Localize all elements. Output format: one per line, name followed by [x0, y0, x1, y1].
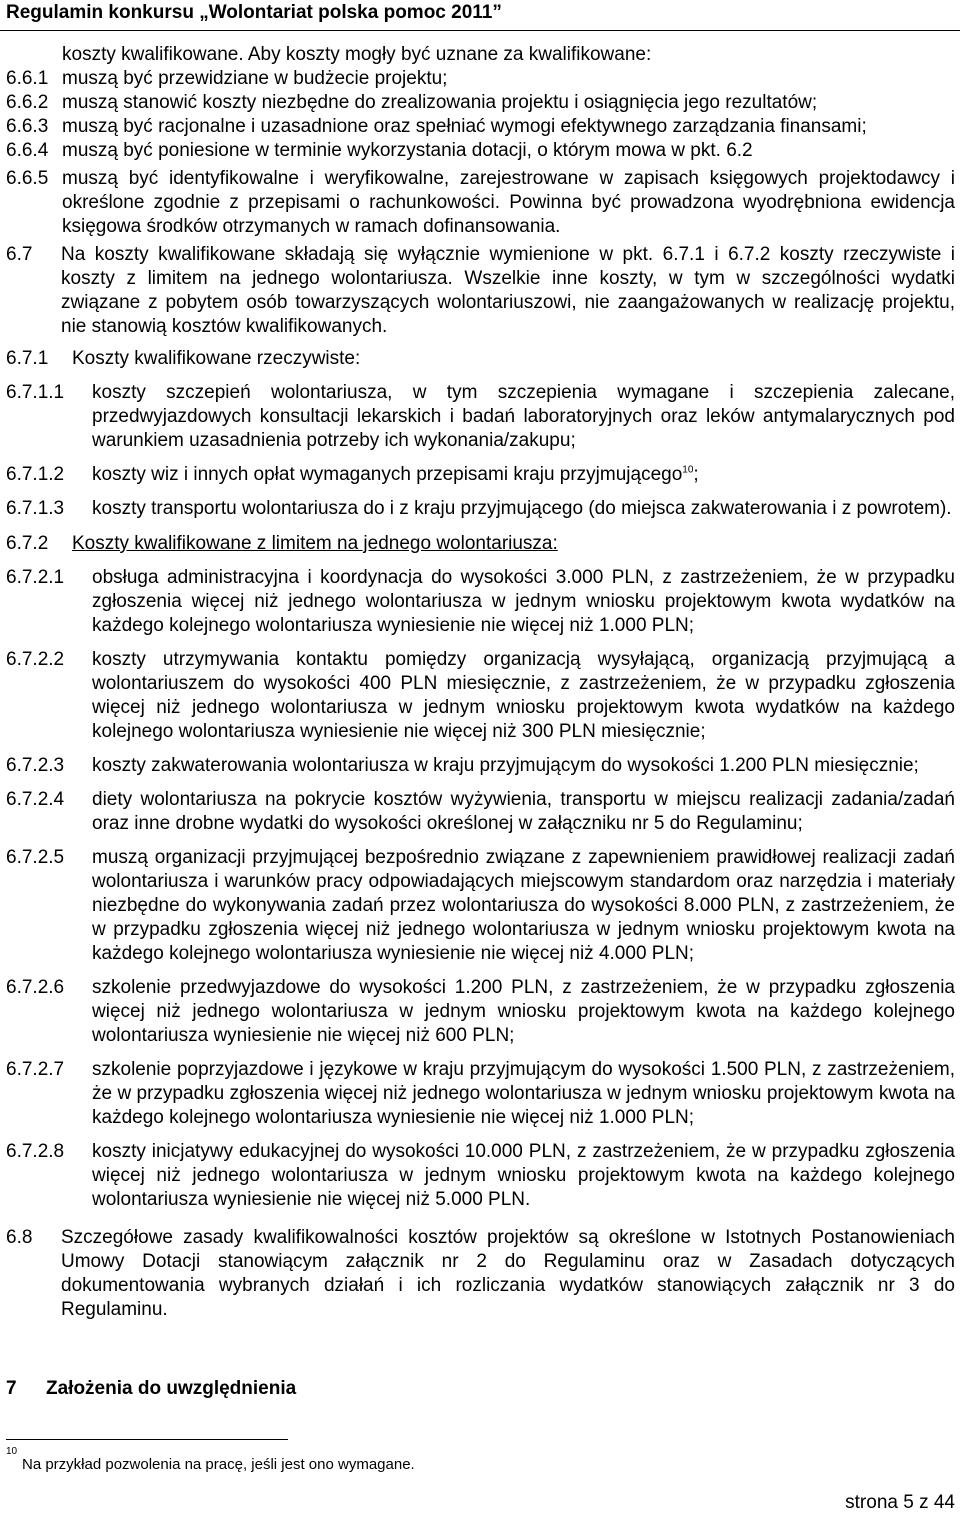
item-number: 6.7.1.3 — [6, 498, 65, 519]
item-text: koszty inicjatywy edukacyjnej do wysokości 10.000 PLN, z zastrzeżeniem, że w przypadku zgłoszenia więcej niż jednego wolontariusza w jednym wniosku projektowym kwota na każdego kolejnego wolontariusza wyniesienie nie więcej niż 5.000 PLN. — [92, 1141, 955, 1210]
list-item — [6, 532, 955, 556]
item-text: diety wolontariusza na pokrycie kosztów wyżywienia, transportu w miejscu realizacji zadania/zadań oraz inne drobne wydatki do wysokości określonej w załączniku nr 5 do Regulaminu; — [92, 789, 955, 834]
item-number: 6.7.2.3 — [6, 755, 65, 776]
list-item — [6, 754, 955, 778]
item-text: muszą organizacji przyjmującej bezpośrednio związane z zapewnieniem prawidłowej realizacji zadań wolontariusza i warunków pracy odpowiadających miejscowym standardom oraz narzędzia i materiały niezbędne do wykonywania zadań przez wolontariusza do wysokości 8.000 PLN, z zastrzeżeniem, że w przypadku zgłoszenia więcej niż jednego wolontariusza w jednym wniosku projektowym kwota na każdego kolejnego wolontariusza wyniesienie nie więcej niż 4.000 PLN; — [92, 847, 955, 964]
item-number: 6.6.5 — [6, 168, 49, 189]
item-text: muszą być identyfikowalne i weryfikowalne, zarejestrowane w zapisach księgowych projektodawcy i określone zgodnie z przepisami o rachunkowości. Powinna być prowadzona wyodrębniona ewidencja księgowa środków otrzymanych w ramach dofinansowania. — [62, 168, 955, 237]
list-item — [6, 566, 955, 638]
item-number: 6.7.1.2 — [6, 464, 65, 485]
item-text: muszą być racjonalne i uzasadnione oraz spełniać wymogi efektywnego zarządzania finansami; — [62, 116, 867, 137]
item-text: szkolenie poprzyjazdowe i językowe w kraju przyjmującym do wysokości 1.500 PLN, z zastrzeżeniem, że w przypadku zgłoszenia więcej niż jednego wolontariusza w jednym wniosku projektowym kwota na każdego kolejnego wolontariusza wyniesienie nie więcej niż 1.000 PLN; — [92, 1059, 955, 1128]
list-item — [6, 139, 955, 163]
item-number: 6.7.2.7 — [6, 1059, 65, 1080]
footnote-mark: 10 — [6, 1446, 18, 1457]
item-text: Szczegółowe zasady kwalifikowalności kosztów projektów są określone w Istotnych Postanowieniach Umowy Dotacji stanowiącym załącznik nr 2 do Regulaminu oraz w Zasadach dotyczących dokumentowania wybranych działań i ich rozliczania wydatków stanowiących załącznik nr 3 do Regulaminu. — [61, 1227, 955, 1320]
item-number: 6.7.2.4 — [6, 789, 65, 810]
footnote-reference: 10 — [682, 464, 694, 476]
list-item — [6, 788, 955, 836]
item-text: szkolenie przedwyjazdowe do wysokości 1.200 PLN, z zastrzeżeniem, że w przypadku zgłoszenia więcej niż jednego wolontariusza w jednym wniosku projektowym kwota na każdego kolejnego wolontariusza wyniesienie nie więcej niż 600 PLN; — [92, 977, 955, 1046]
item-text: obsługa administracyjna i koordynacja do wysokości 3.000 PLN, z zastrzeżeniem, że w przypadku zgłoszenia więcej niż jednego wolontariusza w jednym wniosku projektowym kwota wydatków na każdego kolejnego wolontariusza wyniesienie nie więcej niż 1.000 PLN; — [92, 567, 955, 636]
item-number: 6.7.2.5 — [6, 847, 65, 868]
item-number: 6.7.2.2 — [6, 649, 65, 670]
item-number: 6.7.2 — [6, 533, 49, 554]
list-item — [6, 976, 955, 1048]
item-number: 6.6.1 — [6, 68, 49, 89]
list-item — [6, 497, 955, 521]
footnote-text: Na przykład pozwolenia na pracę, jeśli jest ono wymagane. — [22, 1456, 415, 1473]
item-text: Koszty kwalifikowane rzeczywiste: — [72, 348, 361, 369]
item-text: koszty transportu wolontariusza do i z kraju przyjmującego (do miejsca zakwaterowania i z powrotem). — [92, 498, 952, 519]
page-number: strona 5 z 44 — [845, 1492, 955, 1513]
page-header: Regulamin konkursu „Wolontariat polska pomoc 2011” — [6, 2, 502, 23]
list-item — [6, 381, 955, 453]
item-number: 6.7.2.6 — [6, 977, 65, 998]
list-item — [6, 115, 955, 139]
list-item — [6, 167, 955, 239]
item-text: koszty kwalifikowane. Aby koszty mogły być uznane za kwalifikowane: — [62, 44, 652, 65]
item-text: Koszty kwalifikowane z limitem na jednego wolontariusza: — [72, 533, 558, 554]
item-text-tail: ; — [693, 464, 699, 485]
item-number: 6.7.1 — [6, 348, 49, 369]
item-text: muszą być przewidziane w budżecie projektu; — [62, 68, 448, 89]
list-item — [6, 67, 955, 91]
item-text: koszty utrzymywania kontaktu pomiędzy organizacją wysyłającą, organizacją przyjmującą a wolontariuszem do wysokości 400 PLN miesięcznie, z zastrzeżeniem, że w przypadku zgłoszenia więcej niż jednego wolontariusza w jednym wniosku projektowym kwota wydatków na każdego kolejnego wolontariusza wyniesienie nie więcej niż 300 PLN miesięcznie; — [92, 649, 955, 742]
document-body — [6, 43, 955, 1322]
item-number: 6.7.1.1 — [6, 382, 65, 403]
item-number: 6.6.2 — [6, 92, 49, 113]
list-item — [6, 347, 955, 371]
item-text — [6, 463, 955, 487]
list-item — [6, 43, 955, 67]
item-number: 6.7.2.8 — [6, 1141, 65, 1162]
header-divider — [0, 30, 960, 31]
list-item — [6, 1058, 955, 1130]
list-item — [6, 1140, 955, 1212]
list-item — [6, 846, 955, 966]
item-number: 6.8 — [6, 1227, 33, 1248]
section-title: Założenia do uwzględnienia — [46, 1378, 297, 1399]
list-item — [6, 648, 955, 744]
item-number: 6.6.3 — [6, 116, 49, 137]
section-number: 7 — [6, 1378, 17, 1399]
list-item — [6, 91, 955, 115]
item-text: muszą stanowić koszty niezbędne do zrealizowania projektu i osiągnięcia jego rezultatów; — [62, 92, 818, 113]
list-item — [6, 1226, 955, 1322]
section-heading — [6, 1378, 296, 1400]
item-number: 6.7 — [6, 244, 33, 265]
item-number: 6.6.4 — [6, 140, 49, 161]
list-item — [6, 463, 955, 487]
item-text: koszty szczepień wolontariusza, w tym szczepienia wymagane i szczepienia zalecane, przedwyjazdowych konsultacji lekarskich i badań laboratoryjnych oraz leków antymalarycznych pod warunkiem uzasadnienia potrzeby ich wykonania/zakupu; — [92, 382, 955, 451]
item-text: muszą być poniesione w terminie wykorzystania dotacji, o którym mowa w pkt. 6.2 — [62, 140, 753, 161]
list-item — [6, 243, 955, 339]
footnote-divider — [6, 1439, 288, 1440]
item-text-main: koszty wiz i innych opłat wymaganych przepisami kraju przyjmującego — [92, 464, 683, 485]
item-number: 6.7.2.1 — [6, 567, 65, 588]
item-text: koszty zakwaterowania wolontariusza w kraju przyjmującym do wysokości 1.200 PLN miesięcznie; — [92, 755, 919, 776]
item-text: Na koszty kwalifikowane składają się wyłącznie wymienione w pkt. 6.7.1 i 6.7.2 koszty rzeczywiste i koszty z limitem na jednego wolontariusza. Wszelkie inne koszty, w tym w szczególności wydatki związane z pobytem osób towarzyszących wolontariuszowi, nie zaangażowanych w realizację projektu, nie stanowią kosztów kwalifikowanych. — [61, 244, 955, 337]
